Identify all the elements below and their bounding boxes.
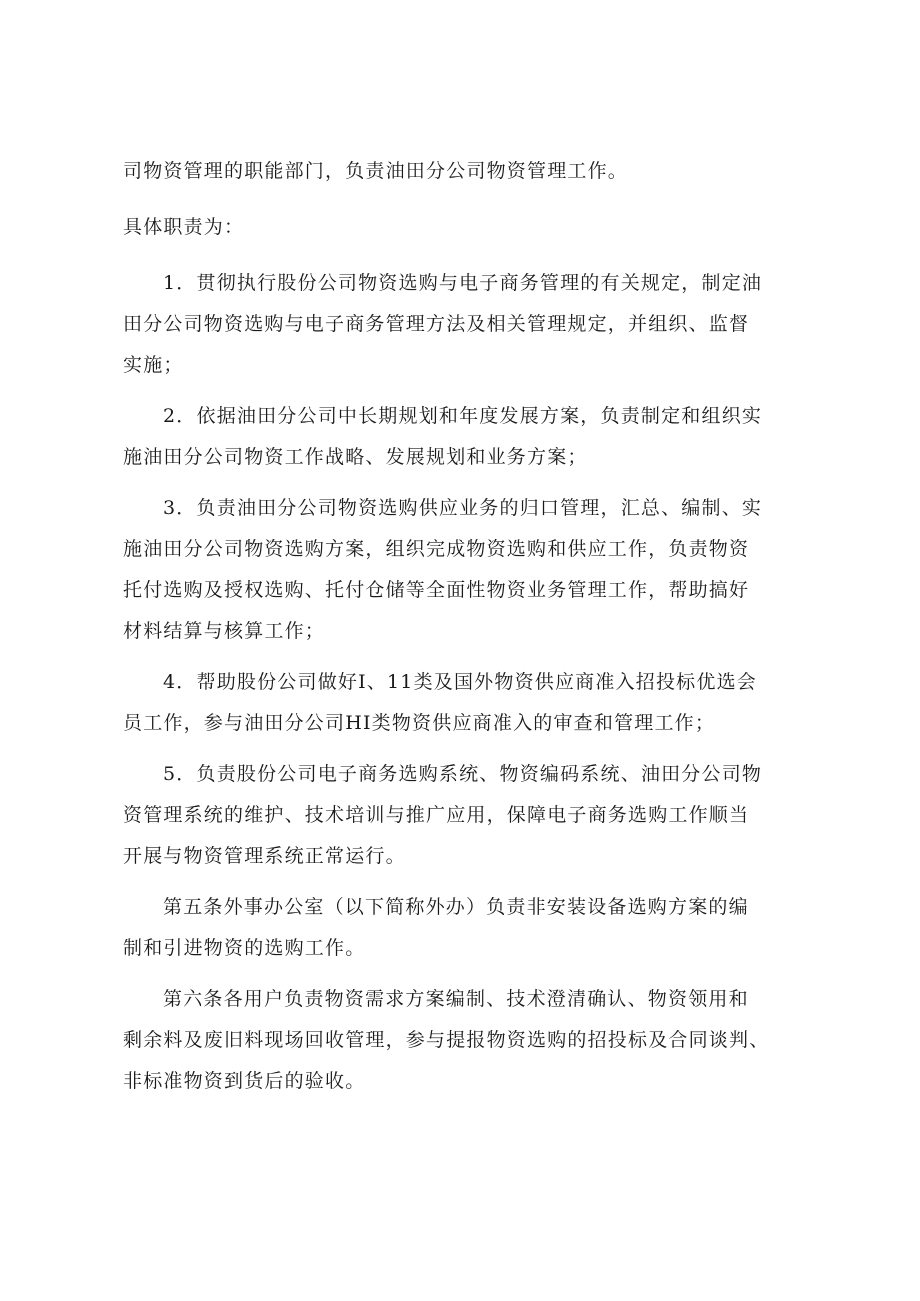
- text-line: 田分公司物资选购与电子商务管理方法及相关管理规定，并组织、监督: [123, 313, 750, 335]
- text-line: 托付选购及授权选购、托付仓储等全面性物资业务管理工作，帮助搞好: [123, 579, 750, 601]
- text-line: 施油田分公司物资工作战略、发展规划和业务方案；: [123, 446, 588, 468]
- text-line: 第五条外事办公室（以下简称外办）负责非安装设备选购方案的编: [163, 896, 749, 918]
- text-line: 资管理系统的维护、技术培训与推广应用，保障电子商务选购工作顺当: [123, 804, 750, 826]
- text-line: 剩余料及废旧料现场回收管理，参与提报物资选购的招投标及合同谈判、: [123, 1029, 770, 1051]
- text-line: 材料结算与核算工作；: [123, 620, 326, 642]
- text-line: 2．依据油田分公司中长期规划和年度发展方案，负责制定和组织实: [163, 405, 763, 427]
- text-line: 第六条各用户负责物资需求方案编制、技术澄清确认、物资领用和: [163, 988, 749, 1010]
- text-line: 司物资管理的职能部门，负责油田分公司物资管理工作。: [123, 160, 629, 182]
- text-line: 1．贯彻执行股份公司物资选购与电子商务管理的有关规定，制定油: [163, 272, 763, 294]
- text-line: 施油田分公司物资选购方案，组织完成物资选购和供应工作，负责物资: [123, 538, 750, 560]
- text-line: 具体职责为：: [123, 216, 245, 238]
- text-line: 3．负责油田分公司物资选购供应业务的归口管理，汇总、编制、实: [163, 497, 763, 519]
- text-line: 开展与物资管理系统正常运行。: [123, 845, 406, 867]
- text-line: 实施；: [123, 354, 184, 376]
- text-line: 非标准物资到货后的验收。: [123, 1070, 366, 1092]
- text-line: 4．帮助股份公司做好I、11类及国外物资供应商准入招投标优选会: [163, 671, 757, 693]
- text-line: 制和引进物资的选购工作。: [123, 937, 366, 959]
- text-line: 员工作，参与油田分公司HI类物资供应商准入的审查和管理工作；: [123, 712, 716, 734]
- text-line: 5．负责股份公司电子商务选购系统、物资编码系统、油田分公司物: [163, 763, 763, 785]
